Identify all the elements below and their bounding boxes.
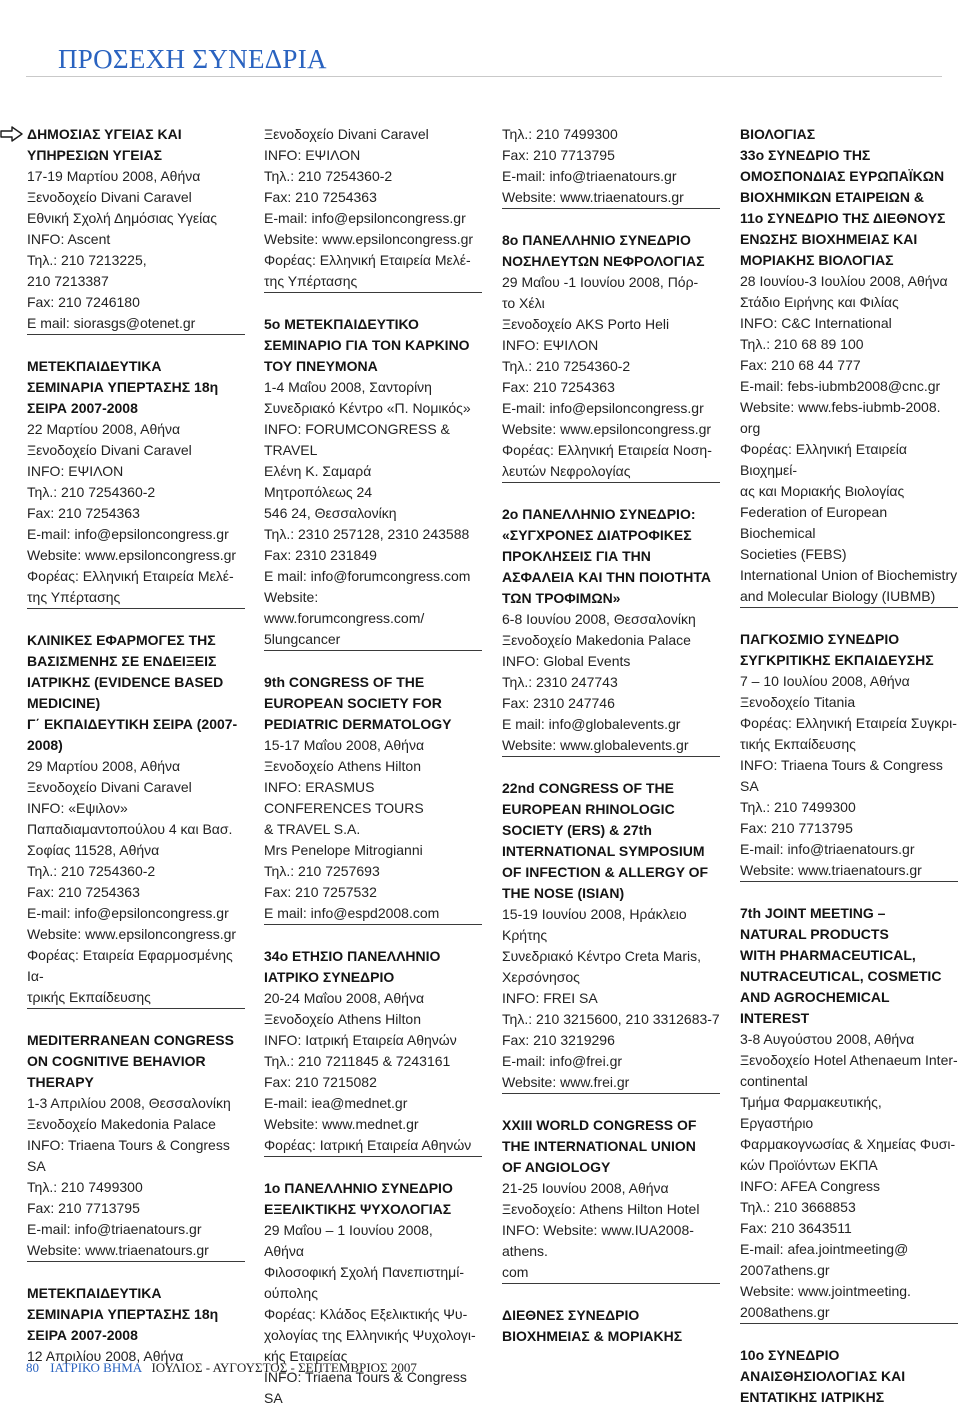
detail-line: Website: www.febs-iubmb-2008. org — [740, 399, 941, 436]
conference-title: ΔΗΜΟΣΙΑΣ ΥΓΕΙΑΣ ΚΑΙ ΥΠΗΡΕΣΙΩΝ ΥΓΕΙΑΣ — [27, 126, 182, 163]
detail-line: Website: www.triaenatours.gr — [27, 1242, 209, 1258]
detail-line: Τηλ.: 210 7257693 — [264, 863, 380, 879]
detail-line: INFO: «Εψιλον» — [27, 800, 128, 816]
detail-line: 20-24 Μαΐου 2008, Αθήνα — [264, 990, 425, 1006]
detail-line: Website: www.epsiloncongress.gr — [502, 421, 712, 437]
conference-entry — [740, 1345, 958, 1408]
conference-title: ΠΑΓΚΟΣΜΙΟ ΣΥΝΕΔΡΙΟ ΣΥΓΚΡΙΤΙΚΗΣ ΕΚΠΑΙΔΕΥΣΗΣ — [740, 631, 934, 668]
detail-line: INFO: Triaena Tours & Congress SA — [264, 1369, 467, 1406]
detail-line: E-mail: info@triaenatours.gr — [27, 1221, 202, 1237]
detail-line: INFO: Ιατρική Εταιρεία Αθηνών — [264, 1032, 457, 1048]
conference-details — [264, 735, 482, 924]
detail-line: Τηλ.: 210 7499300 — [502, 126, 618, 142]
detail-line: Ξενοδοχείο Divani Caravel — [27, 189, 192, 205]
conference-details — [502, 904, 720, 1093]
conference-entry — [740, 903, 958, 1323]
detail-line: Τηλ.: 210 7254360-2 — [27, 484, 156, 500]
entry-divider — [264, 1156, 482, 1157]
detail-line: E mail: siorasgs@otenet.gr — [27, 315, 196, 331]
conference-entry — [740, 629, 958, 881]
detail-line: E-mail: info@epsiloncongress.gr — [27, 905, 229, 921]
issue-date: ΙΟΥΛΙΟΣ - ΑΥΓΟΥΣΤΟΣ - ΣΕΠΤΕΜΒΡΙΟΣ 2007 — [151, 1360, 417, 1375]
conference-details — [27, 419, 245, 608]
entry-divider — [502, 1283, 720, 1284]
conference-title: 1ο ΠΑΝΕΛΛΗΝΙΟ ΣΥΝΕΔΡΙΟ ΕΞΕΛΙΚΤΙΚΗΣ ΨΥΧΟΛΟΓΙΑΣ — [264, 1180, 453, 1217]
detail-line: Fax: 210 7713795 — [502, 147, 615, 163]
detail-line: Fax: 210 3643511 — [740, 1220, 852, 1236]
magazine-name: ΙΑΤΡΙΚΟ ΒΗΜΑ — [50, 1360, 143, 1375]
detail-line: Website: www.triaenatours.gr — [502, 189, 684, 205]
detail-line: Τηλ.: 210 68 89 100 — [740, 336, 864, 352]
conference-title: MEDITERRANEAN CONGRESS ON COGNITIVE BEHAVIOR THERAPY — [27, 1032, 234, 1090]
conference-entry — [264, 672, 482, 924]
detail-line: 21-25 Ιουνίου 2008, Αθήνα — [502, 1180, 669, 1196]
detail-line: Τηλ.: 2310 257128, 2310 243588 — [264, 526, 470, 542]
detail-line: 6-8 Ιουνίου 2008, Θεσσαλονίκη — [502, 611, 696, 627]
detail-line: Τηλ.: 210 7499300 — [27, 1179, 143, 1195]
detail-line: INFO: ΕΨΙΛΟΝ — [502, 337, 599, 353]
conference-title: ΚΛΙΝΙΚΕΣ ΕΦΑΡΜΟΓΕΣ ΤΗΣ ΒΑΣΙΣΜΕΝΗΣ ΣΕ ΕΝΔΕΙΞΕΙΣ ΙΑΤΡΙΚΗΣ (EVIDENCE BASED MEDICINE) Γ΄ ΕΚΠΑΙΔΕΥΤΙΚΗ ΣΕΙΡΑ (2007- 2008) — [27, 632, 238, 753]
detail-line: Τηλ.: 210 7213225, — [27, 252, 147, 268]
detail-line: Εθνική Σχολή Δημόσιας Υγείας — [27, 210, 218, 226]
detail-line: Τηλ.: 2310 247743 — [502, 674, 618, 690]
detail-line: 15-19 Ιουνίου 2008, Ηράκλειο Κρήτης — [502, 906, 687, 943]
conference-details — [27, 1093, 245, 1261]
conference-details — [502, 124, 720, 208]
detail-line: Ξενοδοχείο Divani Caravel — [27, 779, 192, 795]
page-title: ΠΡΟΣΕΧΗ ΣΥΝΕΔΡΙΑ — [58, 44, 327, 74]
conference-title: ΔΙΕΘΝΕΣ ΣΥΝΕΔΡΙΟ ΒΙΟΧΗΜΕΙΑΣ & ΜΟΡΙΑΚΗΣ — [502, 1307, 683, 1344]
detail-line: E-mail: info@epsiloncongress.gr — [27, 526, 229, 542]
detail-line: Σοφίας 11528, Αθήνα — [27, 842, 160, 858]
entry-divider — [502, 482, 720, 483]
entry-divider — [27, 1008, 245, 1009]
detail-line: Website: www.frei.gr — [502, 1074, 630, 1090]
detail-line: E-mail: info@epsiloncongress.gr — [264, 210, 466, 226]
detail-line: Fax: 2310 247746 — [502, 695, 615, 711]
detail-line: Fax: 210 7254363 — [502, 379, 615, 395]
detail-line: Φορέας: Εταιρεία Εφαρμοσμένης Ια- τρικής Εκπαίδευσης — [27, 947, 233, 1005]
conference-title: 7th JOINT MEETING – NATURAL PRODUCTS WITH PHARMACEUTICAL, NUTRACEUTICAL, COSMETIC AND AGROCHEMICAL INTEREST — [740, 905, 942, 1026]
column-3 — [502, 124, 720, 1347]
detail-line: Ξενοδοχείο Divani Caravel — [27, 442, 192, 458]
conference-entry — [27, 1030, 245, 1261]
detail-line: INFO: Website: www.IUA2008-athens. com — [502, 1222, 694, 1280]
detail-line: Website: www.mednet.gr — [264, 1116, 419, 1132]
detail-line: 1-4 Μαΐου 2008, Σαντορίνη — [264, 379, 432, 395]
entry-divider — [502, 1093, 720, 1094]
detail-line: Τηλ.: 210 7254360-2 — [264, 168, 393, 184]
column-4 — [740, 124, 958, 1408]
detail-line: Website: www.jointmeeting. 2008athens.gr — [740, 1283, 911, 1320]
conference-title: 2ο ΠΑΝΕΛΛΗΝΙΟ ΣΥΝΕΔΡΙΟ: «ΣΥΓΧΡΟΝΕΣ ΔΙΑΤΡΟΦΙΚΕΣ ΠΡΟΚΛΗΣΕΙΣ ΓΙΑ ΤΗΝ ΑΣΦΑΛΕΙΑ ΚΑΙ ΤΗΝ ΠΟΙΟΤΗΤΑ ΤΩΝ ΤΡΟΦΙΜΩΝ» — [502, 506, 712, 606]
detail-line: Fax: 210 7254363 — [27, 884, 140, 900]
entry-divider — [740, 1323, 958, 1324]
entry-divider — [502, 208, 720, 209]
detail-line: Fax: 210 7215082 — [264, 1074, 377, 1090]
detail-line: 3-8 Αυγούστου 2008, Αθήνα — [740, 1031, 915, 1047]
detail-line: E-mail: info@epsiloncongress.gr — [502, 400, 704, 416]
pointing-hand-icon — [0, 126, 24, 142]
detail-line: E mail: info@forumcongress.com — [264, 568, 471, 584]
detail-line: 17-19 Μαρτίου 2008, Αθήνα — [27, 168, 201, 184]
entry-divider — [264, 292, 482, 293]
detail-line: 29 Μαρτίου 2008, Αθήνα — [27, 758, 181, 774]
detail-line: Φορέας: Ιατρική Εταιρεία Αθηνών — [264, 1137, 472, 1153]
conference-details — [740, 271, 958, 607]
detail-line: Ξενοδοχείο Makedonia Palace — [502, 632, 691, 648]
detail-line: Ξενοδοχείο Hotel Athenaeum Inter- continental — [740, 1052, 958, 1089]
detail-line: Fax: 210 3219296 — [502, 1032, 615, 1048]
detail-line: Federation of European Biochemical Societies (FEBS) — [740, 504, 888, 562]
column-2 — [264, 124, 482, 1409]
detail-line: INFO: Global Events — [502, 653, 631, 669]
page-number: 80 — [26, 1360, 39, 1375]
detail-line: Ξενοδοχείο Athens Hilton — [264, 1011, 421, 1027]
detail-line: Συνεδριακό Κέντρο «Π. Νομικός» — [264, 400, 471, 416]
detail-line: Website: www.epsiloncongress.gr — [27, 926, 237, 942]
detail-line: Φορέας: Ελληνική Εταιρεία Νοση- λευτών Νεφρολογίας — [502, 442, 712, 479]
conference-details — [740, 1029, 958, 1323]
conference-details — [27, 756, 245, 1008]
conference-entry — [502, 1305, 720, 1347]
conference-details — [502, 1178, 720, 1283]
conference-title: ΒΙΟΛΟΓΙΑΣ 33ο ΣΥΝΕΔΡΙΟ ΤΗΣ ΟΜΟΣΠΟΝΔΙΑΣ ΕΥΡΩΠΑΪΚΩΝ ΒΙΟΧΗΜΙΚΩΝ ΕΤΑΙΡΕΙΩΝ & 11ο ΣΥΝΕΔΡΙΟ ΤΗΣ ΔΙΕΘΝΟΥΣ ΕΝΩΣΗΣ ΒΙΟΧΗΜΕΙΑΣ ΚΑΙ ΜΟΡΙΑΚΗΣ ΒΙΟΛΟΓΙΑΣ — [740, 126, 946, 268]
conference-entry — [502, 230, 720, 482]
conference-title: 8ο ΠΑΝΕΛΛΗΝΙΟ ΣΥΝΕΔΡΙΟ ΝΟΣΗΛΕΥΤΩΝ ΝΕΦΡΟΛΟΓΙΑΣ — [502, 232, 705, 269]
detail-line: E-mail: info@frei.gr — [502, 1053, 623, 1069]
detail-line: INFO: FORUMCONGRESS & TRAVEL — [264, 421, 450, 458]
detail-line: E-mail: febs-iubmb2008@cnc.gr — [740, 378, 941, 394]
conference-entry — [27, 1283, 245, 1367]
detail-line: Ξενοδοχείο: Athens Hilton Hotel — [502, 1201, 700, 1217]
detail-line: 546 24, Θεσσαλονίκη — [264, 505, 397, 521]
detail-line: Fax: 210 7254363 — [264, 189, 377, 205]
entry-divider — [27, 608, 245, 609]
conference-details — [264, 124, 482, 292]
detail-line: E-mail: afea.jointmeeting@ 2007athens.gr — [740, 1241, 909, 1278]
conference-entry — [502, 1115, 720, 1283]
detail-line: Website: www.globalevents.gr — [502, 737, 689, 753]
detail-line: Fax: 210 7713795 — [740, 820, 853, 836]
detail-line: Παπαδιαμαντοπούλου 4 και Βασ. — [27, 821, 233, 837]
entry-divider — [27, 1261, 245, 1262]
detail-line: Τηλ.: 210 3215600, 210 3312683-7 — [502, 1011, 720, 1027]
conference-entry — [27, 356, 245, 608]
page-footer — [26, 1360, 417, 1376]
detail-line: INFO: AFEA Congress — [740, 1178, 881, 1194]
detail-line: Τηλ.: 210 7211845 & 7243161 — [264, 1053, 451, 1069]
conference-entry — [502, 504, 720, 756]
detail-line: Φορέας: Ελληνική Εταιρεία Μελέ- της Υπέρτασης — [264, 252, 471, 289]
detail-line: INFO: Ascent — [27, 231, 111, 247]
entry-divider — [740, 607, 958, 608]
detail-line: Φορέας: Κλάδος Εξελικτικής Ψυ- χολογίας της Ελληνικής Ψυχολογι- κής Εταιρείας — [264, 1306, 476, 1364]
entry-divider — [264, 924, 482, 925]
detail-line: INFO: ΕΨΙΛΟΝ — [27, 463, 124, 479]
detail-line: E-mail: info@triaenatours.gr — [502, 168, 677, 184]
conference-details — [502, 609, 720, 756]
detail-line: Ξενοδοχείο Athens Hilton — [264, 758, 421, 774]
conference-entry — [27, 630, 245, 1008]
page-header — [26, 42, 942, 77]
detail-line: Τηλ.: 210 7254360-2 — [27, 863, 156, 879]
detail-line: Φορέας: Ελληνική Εταιρεία Μελέ- της Υπέρτασης — [27, 568, 234, 605]
detail-line: Website: www.forumcongress.com/ 5lungcancer — [264, 589, 425, 647]
entry-divider — [502, 756, 720, 757]
detail-line: INFO: ERASMUS CONFERENCES TOURS & TRAVEL S.A. — [264, 779, 424, 837]
conference-entry — [740, 124, 958, 607]
detail-line: 12 Απριλίου 2008, Αθήνα — [27, 1348, 184, 1364]
entry-divider — [740, 881, 958, 882]
detail-line: Fax: 210 7246180 — [27, 294, 140, 310]
conference-entry — [264, 314, 482, 650]
detail-line: Fax: 210 7254363 — [27, 505, 140, 521]
detail-line: INFO: FREI SA — [502, 990, 598, 1006]
detail-line: 7 – 10 Ιουλίου 2008, Αθήνα — [740, 673, 910, 689]
conference-entry — [502, 124, 720, 208]
detail-line: 29 Μαΐου -1 Ιουνίου 2008, Πόρ- το Χέλι — [502, 274, 699, 311]
detail-line: Συνεδριακό Κέντρο Creta Maris, Χερσόνησος — [502, 948, 702, 985]
detail-line: Fax: 2310 231849 — [264, 547, 377, 563]
detail-line: Μητροπόλεως 24 — [264, 484, 373, 500]
detail-line: Ξενοδοχείο AKS Porto Heli — [502, 316, 670, 332]
conference-details — [264, 988, 482, 1156]
conference-title: 5ο ΜΕΤΕΚΠΑΙΔΕΥΤΙΚΟ ΣΕΜΙΝΑΡΙΟ ΓΙΑ ΤΟΝ ΚΑΡΚΙΝΟ ΤΟΥ ΠΝΕΥΜΟΝΑ — [264, 316, 470, 374]
conference-title: ΜΕΤΕΚΠΑΙΔΕΥΤΙΚΑ ΣΕΜΙΝΑΡΙΑ ΥΠΕΡΤΑΣΗΣ 18η ΣΕΙΡΑ 2007-2008 — [27, 1285, 219, 1343]
detail-line: INFO: Triaena Tours & Congress SA — [740, 757, 943, 794]
conference-entry — [264, 124, 482, 292]
detail-line: Τμήμα Φαρμακευτικής, Εργαστήριο Φαρμακογνωσίας & Χημείας Φυσι- κών Προϊόντων ΕΚΠΑ — [740, 1094, 956, 1173]
conference-title: 22nd CONGRESS OF THE EUROPEAN RHINOLOGIC SOCIETY (ERS) & 27th INTERNATIONAL SYMPOSIUM OF INFECTION & ALLERGY OF THE NOSE (ISIAN) — [502, 780, 709, 901]
conference-entry — [27, 124, 245, 334]
conference-title: 34ο ΕΤΗΣΙΟ ΠΑΝΕΛΛΗΝΙΟ ΙΑΤΡΙΚΟ ΣΥΝΕΔΡΙΟ — [264, 948, 441, 985]
conference-title: ΜΕΤΕΚΠΑΙΔΕΥΤΙΚΑ ΣΕΜΙΝΑΡΙΑ ΥΠΕΡΤΑΣΗΣ 18η ΣΕΙΡΑ 2007-2008 — [27, 358, 219, 416]
detail-line: Ξενοδοχείο Makedonia Palace — [27, 1116, 216, 1132]
detail-line: INFO: ΕΨΙΛΟΝ — [264, 147, 361, 163]
detail-line: Τηλ.: 210 7254360-2 — [502, 358, 631, 374]
detail-line: 1-3 Απριλίου 2008, Θεσσαλονίκη — [27, 1095, 231, 1111]
detail-line: Φορέας: Ελληνική Εταιρεία Βιοχημεί- ας και Μοριακής Βιολογίας — [740, 441, 907, 499]
entry-divider — [264, 650, 482, 651]
conference-details — [27, 166, 245, 334]
conference-details — [264, 377, 482, 650]
detail-line: Φορέας: Ελληνική Εταιρεία Συγκρι- τικής Εκπαίδευσης — [740, 715, 957, 752]
detail-line: Τηλ.: 210 7499300 — [740, 799, 856, 815]
detail-line: Fax: 210 7257532 — [264, 884, 377, 900]
entry-divider — [27, 334, 245, 335]
detail-line: Website: www.epsiloncongress.gr — [27, 547, 237, 563]
conference-entry — [502, 778, 720, 1093]
detail-line: E-mail: info@triaenatours.gr — [740, 841, 915, 857]
detail-line: Φιλοσοφική Σχολή Πανεπιστημί- ούπολης — [264, 1264, 464, 1301]
detail-line: Στάδιο Ειρήνης και Φιλίας — [740, 294, 899, 310]
conference-title: 10ο ΣΥΝΕΔΡΙΟ ΑΝΑΙΣΘΗΣΙΟΛΟΓΙΑΣ ΚΑΙ ΕΝΤΑΤΙΚΗΣ ΙΑΤΡΙΚΗΣ — [740, 1347, 906, 1405]
column-1 — [27, 124, 245, 1367]
detail-line: INFO: C&C International — [740, 315, 892, 331]
detail-line: 28 Ιουνίου-3 Ιουλίου 2008, Αθήνα — [740, 273, 948, 289]
detail-line: 29 Μαΐου – 1 Ιουνίου 2008, Αθήνα — [264, 1222, 433, 1259]
detail-line: Website: www.triaenatours.gr — [740, 862, 922, 878]
detail-line: E mail: info@espd2008.com — [264, 905, 440, 921]
detail-line: Ελένη Κ. Σαμαρά — [264, 463, 372, 479]
conference-details — [502, 272, 720, 482]
detail-line: International Union of Biochemistry and Molecular Biology (IUBMB) — [740, 567, 958, 604]
detail-line: E-mail: iea@mednet.gr — [264, 1095, 408, 1111]
conference-details — [740, 671, 958, 881]
conference-entry — [264, 946, 482, 1156]
detail-line: INFO: Triaena Tours & Congress SA — [27, 1137, 230, 1174]
detail-line: 22 Μαρτίου 2008, Αθήνα — [27, 421, 181, 437]
detail-line: Website: www.epsiloncongress.gr — [264, 231, 474, 247]
detail-line: 15-17 Μαΐου 2008, Αθήνα — [264, 737, 425, 753]
detail-line: Ξενοδοχείο Divani Caravel — [264, 126, 429, 142]
detail-line: Fax: 210 7713795 — [27, 1200, 140, 1216]
conference-title: XXIII WORLD CONGRESS OF THE INTERNATIONAL UNION OF ANGIOLOGY — [502, 1117, 697, 1175]
detail-line: Mrs Penelope Mitrogianni — [264, 842, 423, 858]
detail-line: Fax: 210 68 44 777 — [740, 357, 861, 373]
detail-line: Ξενοδοχείο Titania — [740, 694, 856, 710]
conference-title: 9th CONGRESS OF THE EUROPEAN SOCIETY FOR PEDIATRIC DERMATOLOGY — [264, 674, 452, 732]
detail-line: E mail: info@globalevents.gr — [502, 716, 681, 732]
detail-line: 210 7213387 — [27, 273, 109, 289]
detail-line: Τηλ.: 210 3668853 — [740, 1199, 856, 1215]
